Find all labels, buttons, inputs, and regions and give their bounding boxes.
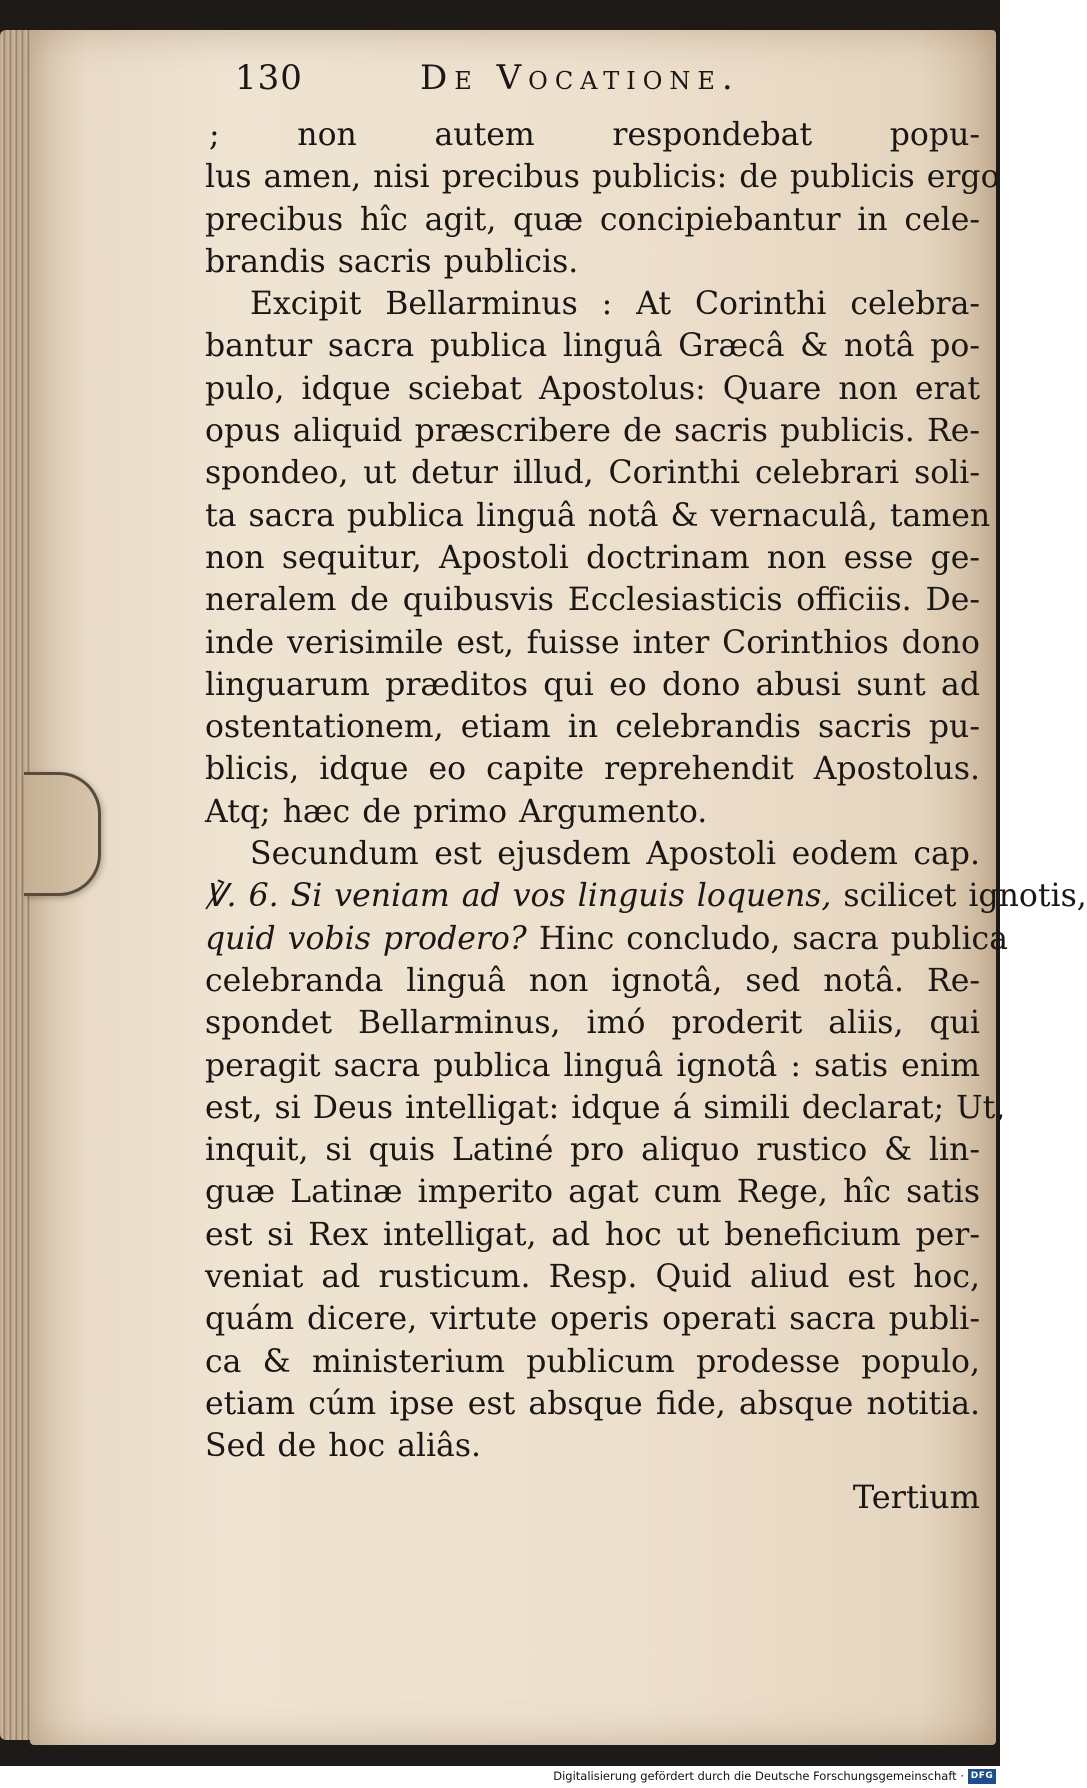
text-line: linguarum præditos qui eo dono abusi sunt ad — [205, 666, 980, 703]
text-line: blicis, idque eo capite reprehendit Apostolus. — [205, 751, 980, 788]
text-line: opus aliquid præscribere de sacris publicis. Re- — [205, 413, 980, 450]
text-line: precibus hîc agit, quæ concipiebantur in cele- — [205, 201, 980, 238]
text-line: ca & ministerium publicum prodesse populo, — [205, 1343, 980, 1380]
text-line: ostentationem, etiam in celebrandis sacris pu- — [205, 709, 980, 746]
text-line: Sed de hoc aliâs. — [205, 1428, 482, 1465]
running-head: De Vocatione. — [420, 58, 740, 98]
text-line: veniat ad rusticum. Resp. Quid aliud est hoc, — [205, 1259, 980, 1296]
text-line: non sequitur, Apostoli doctrinam non esse ge- — [205, 539, 980, 576]
text-line: peragit sacra publica linguâ ignotâ : satis enim — [205, 1047, 980, 1084]
text-line: etiam cúm ipse est absque fide, absque notitia. — [205, 1385, 980, 1422]
text-line: est, si Deus intelligat: idque á simili declarat; Ut, — [205, 1089, 1006, 1126]
text-line: est si Rex intelligat, ad hoc ut beneficium per- — [205, 1216, 980, 1253]
quoted-question: quid vobis prodero? — [205, 920, 527, 957]
dfg-logo-icon: DFG — [968, 1769, 996, 1784]
text-line: neralem de quibusvis Ecclesiasticis officiis. De- — [205, 582, 980, 619]
text-line: ; non autem respondebat popu- — [209, 117, 980, 153]
text-line: Atq; hæc de primo Argumento. — [205, 793, 708, 830]
text-line: lus amen, nisi precibus publicis: de publicis ergo — [205, 159, 1000, 196]
text-line: spondet Bellarminus, imó proderit aliis, qui — [205, 1005, 980, 1042]
text-line: inquit, si quis Latiné pro aliquo rustico & lin- — [205, 1132, 980, 1169]
page-header — [205, 58, 980, 114]
text-line: guæ Latinæ imperito agat cum Rege, hîc satis — [205, 1174, 980, 1211]
page-number: 130 — [235, 58, 303, 98]
catchword-row — [205, 1478, 980, 1528]
text-line: Excipit Bellarminus : At Corinthi celebra- — [250, 286, 980, 323]
text-line: ta sacra publica linguâ notâ & vernaculâ, tamen — [205, 497, 991, 534]
text-line: pulo, idque sciebat Apostolus: Quare non erat — [205, 370, 980, 407]
digitization-footer — [0, 1766, 1000, 1788]
text-line: inde verisimile est, fuisse inter Corinthios dono — [205, 624, 980, 661]
text-line: quid vobis prodero? Hinc concludo, sacra publica — [205, 920, 1008, 957]
text-line: celebranda linguâ non ignotâ, sed notâ. Re- — [205, 962, 980, 999]
funding-credit: Digitalisierung gefördert durch die Deutsche Forschungsgemeinschaft · — [553, 1769, 964, 1783]
text-line: bantur sacra publica linguâ Græcâ & notâ po- — [205, 328, 980, 365]
text-line: spondeo, ut detur illud, Corinthi celebrari soli- — [205, 455, 980, 492]
text-block — [205, 58, 1087, 1528]
text-line: Secundum est ejusdem Apostoli eodem cap. — [250, 836, 980, 873]
verse-reference: ℣. 6. Si veniam ad vos linguis loquens, — [205, 878, 832, 915]
text-line: ℣. 6. Si veniam ad vos linguis loquens, scilicet ignotis, — [205, 878, 1087, 915]
text-line: brandis sacris publicis. — [205, 243, 579, 280]
catchword: Tertium — [852, 1477, 980, 1516]
text-line: quám dicere, virtute operis operati sacra publi- — [205, 1301, 980, 1338]
bookmark-clip — [24, 772, 101, 896]
